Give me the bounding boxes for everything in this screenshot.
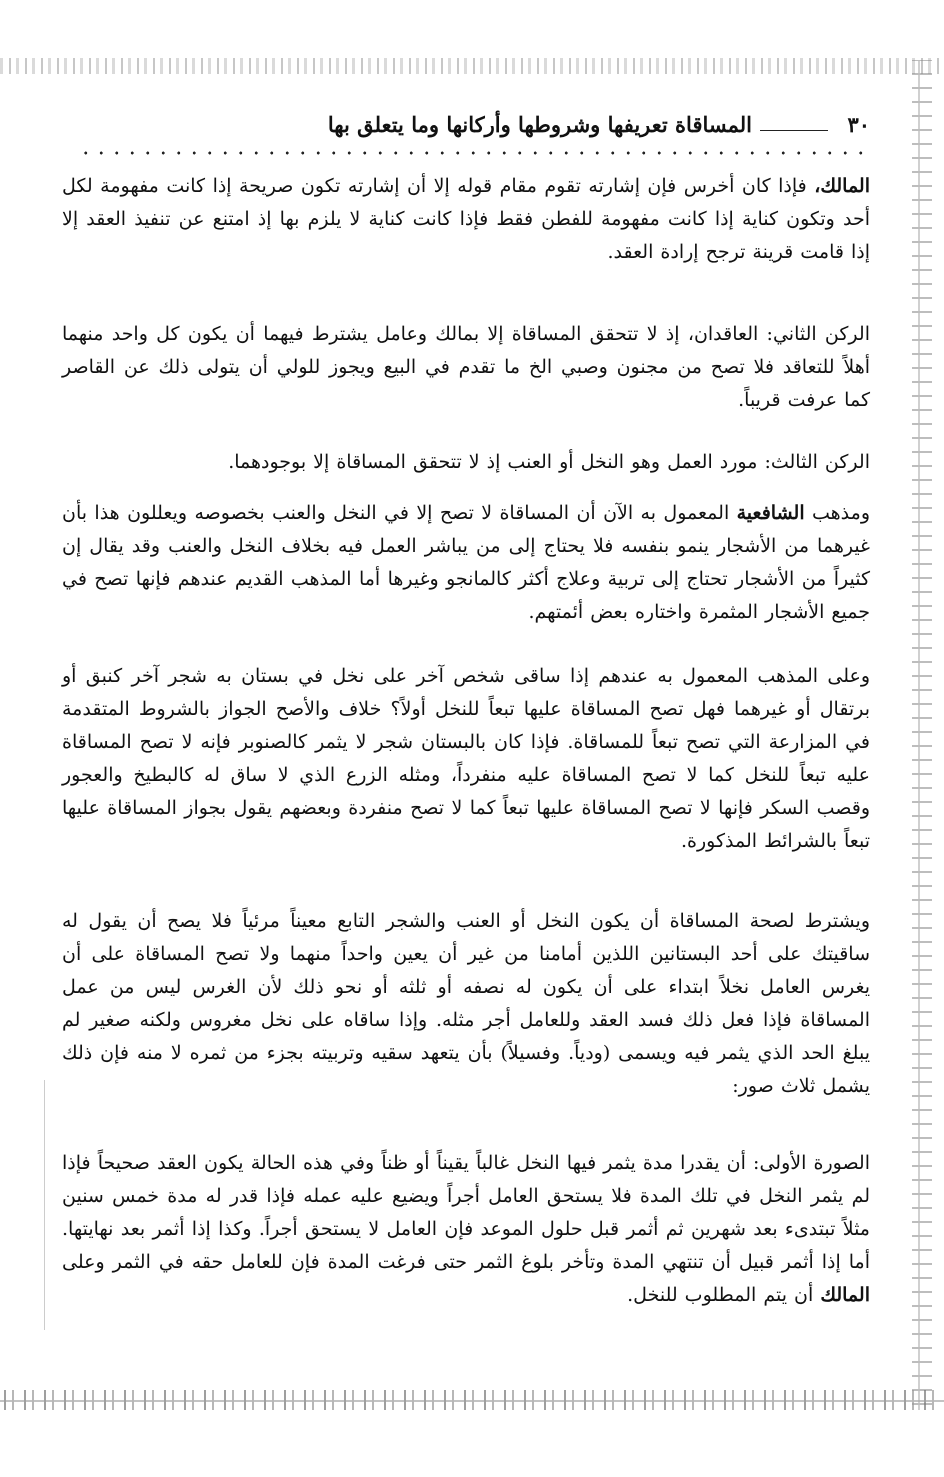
paragraph-5 [62, 660, 870, 858]
bold-term: المالك، [814, 175, 870, 197]
paragraph-1 [62, 170, 870, 269]
paragraph-text: ومذهب [804, 502, 870, 524]
scan-artifact-line [44, 1080, 45, 1330]
paragraph-3 [62, 446, 870, 479]
paragraph-text: الصورة الأولى: أن يقدرا مدة يثمر فيها النخل غالباً يقيناً أو ظناً وفي هذه الحالة يكون العقد صحيحاً فإذا لم يثمر النخل في تلك المدة فلا يستحق العامل أجراً ويضيع عليه عمله فإذا قدر له مدة خمس سنين مثلاً تبتدىء بعد شهرين ثم أثمر قبل حلول الموعد فإن العامل لا يستحق أجراً. وكذا إذا أثمر بعد نهايتها. أما إذا أثمر قبيل أن تنتهي المدة وتأخر بلوغ الثمر حتى فرغت المدة فإن للعامل حقه في الثمر وعلى [62, 1152, 870, 1273]
paragraph-2 [62, 318, 870, 417]
running-head [60, 110, 870, 146]
paragraph-text: الركن الثاني: العاقدان، إذ لا تتحقق المساقاة إلا بمالك وعامل يشترط فيهما أن يكون كل واحد منهما أهلاً للتعاقد فلا تصح من مجنون وصبي الخ ما تقدم في البيع ويجوز للولي أن يتولى ذلك عن القاصر كما عرفت قريباً. [62, 323, 870, 411]
paragraph-6 [62, 905, 870, 1103]
page-number: ٣٠ [847, 112, 870, 137]
paragraph-4 [62, 497, 870, 629]
paragraph-text: الركن الثالث: مورد العمل وهو النخل أو العنب إذ لا تتحقق المساقاة إلا بوجودهما. [228, 451, 870, 473]
paragraph-text: فإذا كان أخرس فإن إشارته تقوم مقام قوله إلا أن إشارته تكون صريحة إذا كانت مفهومة لكل أحد وتكون كناية إذا كانت مفهومة للفطن فقط فإذا كانت كناية لا يلزم بها إذ امتنع عن تنفيذ العقد إلا إذا قامت قرينة ترجح إرادة العقد. [62, 175, 870, 263]
paragraph-text: ويشترط لصحة المساقاة أن يكون النخل أو العنب والشجر التابع معيناً مرئياً فلا يصح أن يقول له ساقيتك على أحد البستانين اللذين أمامنا من غير أن يعين واحداً منهما ولا تصح المساقاة على أن يغرس العامل نخلاً ابتداء على أن يكون له نصفه أو ثلثه أو نحو ذلك لأن الغرس ليس من عمل المساقاة فإذا فعل ذلك فسد العقد وللعامل أجر مثله. وإذا ساقاه على نخل مغروس ولكنه صغير لم يبلغ الحد الذي يثمر فيه ويسمى (ودياً. وفسيلاً) بأن يتعهد سقيه وتربيته بجزء من ثمره لا منه فإن ذلك يشمل ثلاث صور: [62, 910, 870, 1097]
paragraph-text: وعلى المذهب المعمول به عندهم إذا ساقى شخص آخر على نخل في بستان به شجر آخر كنبق أو برتقال أو غيرهما فهل تصح المساقاة عليها تبعاً للنخل أولاً؟ خلاف والأصح الجواز بالشروط المتقدمة في المزارعة التي تصح تبعاً للمساقاة. فإذا كان بالبستان شجر لا يثمر كالصنوبر فإنه لا تصح المساقاة عليه تبعاً للنخل كما لا تصح المساقاة عليه منفرداً، ومثله الزرع الذي لا ساق له كالبطيخ والعجور وقصب السكر فإنها لا تصح المساقاة عليها تبعاً كما لا تصح منفردة وبعضهم يقول بجواز المساقاة عليها تبعاً بالشرائط المذكورة. [62, 665, 870, 852]
paragraph-text: المعمول به الآن أن المساقاة لا تصح إلا في النخل والعنب بخصوصه ويعللون هذا بأن غيرهما من الأشجار ينمو بنفسه فلا يحتاج إلى من يباشر العمل فيه بخلاف النخل والعنب وقد يقال إن كثيراً من الأشجار تحتاج إلى تربية وعلاج أكثر كالمانجو وغيرها أما المذهب القديم عندهم فإنها تصح في جميع الأشجار المثمرة واختاره بعض أئمتهم. [62, 502, 870, 623]
dotted-separator [78, 146, 868, 160]
right-ornamental-border [912, 60, 932, 1410]
top-ornamental-border [0, 58, 944, 74]
bold-term: المالك [820, 1284, 870, 1306]
header-rule [760, 130, 828, 131]
paragraph-text: أن يتم المطلوب للنخل. [627, 1284, 821, 1306]
bold-term: الشافعية [736, 502, 805, 524]
paragraph-7 [62, 1147, 870, 1312]
bottom-ornamental-border [0, 1390, 944, 1410]
chapter-title: المساقاة تعريفها وشروطها وأركانها وما يتعلق بها [327, 112, 752, 137]
